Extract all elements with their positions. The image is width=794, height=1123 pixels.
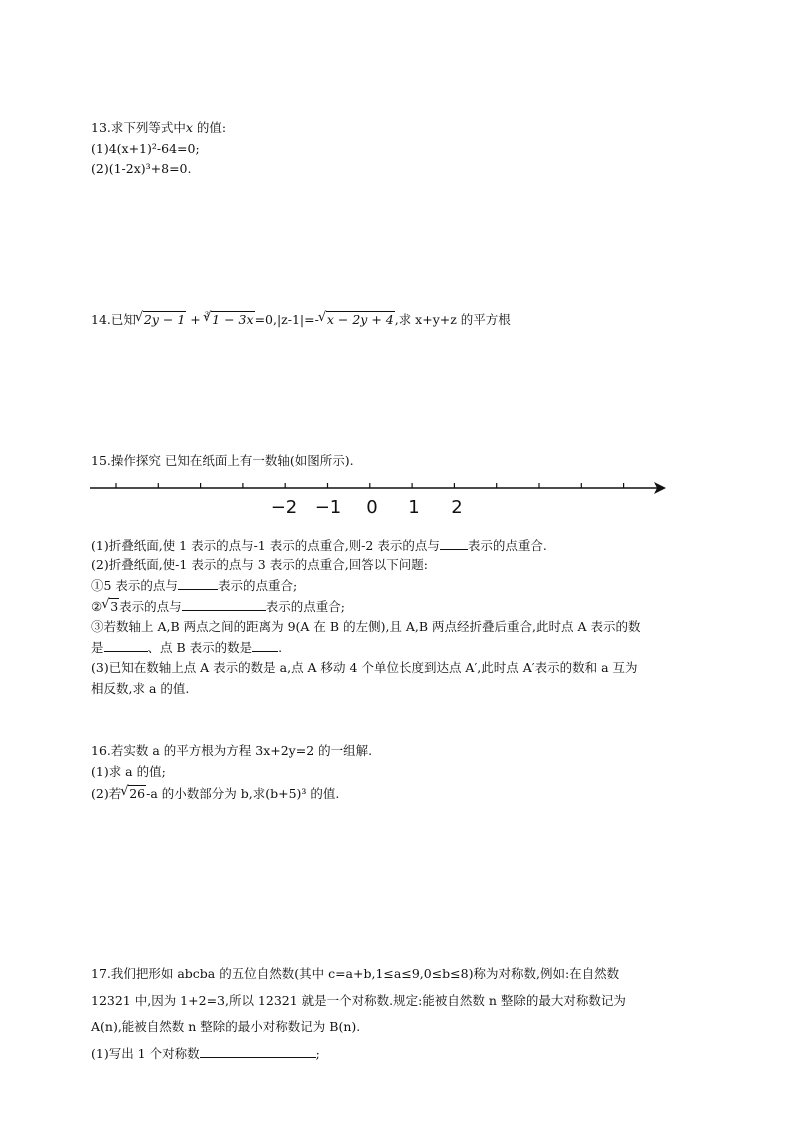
tick-label: 0 <box>366 497 378 518</box>
q16-title: 16.若实数 a 的平方根为方程 3x+2y=2 的一组解. <box>91 743 373 758</box>
q15-sub3-cont: 是 、点 B 表示的数是 . <box>91 640 283 655</box>
q13-part1: (1)4(x+1)²-64=0; <box>91 141 200 156</box>
tick-label: −1 <box>314 497 342 518</box>
answer-blank <box>178 577 218 590</box>
q13-title: 13.求下列等式中x 的值: <box>91 120 227 135</box>
tick-label: 2 <box>451 497 463 518</box>
q15-sub2: ②√ 3表示的点与 表示的点重合; <box>91 598 345 615</box>
sqrt-x-2y-4: √ x − 2y + 4 <box>319 312 395 328</box>
q17-part1: (1)写出 1 个对称数 ; <box>91 1046 320 1061</box>
q17-line2: 12321 中,因为 1+2=3,所以 12321 就是一个对称数.规定:能被自然数 n 整除的最大对称数记为 <box>91 993 626 1008</box>
number-line <box>88 478 670 522</box>
q15-sub3: ③若数轴上 A,B 两点之间的距离为 9(A 在 B 的左侧),且 A,B 两点经折叠后重合,此时点 A 表示的数 <box>91 619 641 634</box>
sqrt-2y-1: √ 2y − 1 <box>136 312 186 328</box>
q15-part1: (1)折叠纸面,使 1 表示的点与-1 表示的点重合,则-2 表示的点与 表示的点重合. <box>91 538 547 553</box>
cbrt-1-3x: √ 1 − 3x <box>204 312 254 328</box>
answer-blank <box>200 1045 316 1058</box>
tick-label: −2 <box>270 497 298 518</box>
answer-blank <box>104 639 148 652</box>
q15-part3: (3)已知在数轴上点 A 表示的数是 a,点 A 移动 4 个单位长度到达点 A′,此时点 A′表示的数和 a 互为 <box>91 660 638 675</box>
answer-blank <box>182 598 266 611</box>
q15-sub1: ①5 表示的点与 表示的点重合; <box>91 578 298 593</box>
q14-statement: 14.已知√ 2y − 1 + $^3$√ 1 − 3x=0,|z-1|=-√ x − 2y + 4,求 x+y+z 的平方根 <box>91 307 511 328</box>
q17-line1: 17.我们把形如 abcba 的五位自然数(其中 c=a+b,1≤a≤9,0≤b≤8)称为对称数,例如:在自然数 <box>91 966 620 981</box>
q15-part2: (2)折叠纸面,使-1 表示的点与 3 表示的点重合,回答以下问题: <box>91 557 428 572</box>
answer-blank <box>252 639 278 652</box>
q16-part1: (1)求 a 的值; <box>91 764 166 779</box>
sqrt-26: √ 26 <box>121 786 146 802</box>
q15-title: 15.操作探究 已知在纸面上有一数轴(如图所示). <box>91 453 354 468</box>
tick-label: 1 <box>408 497 420 518</box>
sqrt-3: √ 3 <box>102 599 119 615</box>
q15-part3-cont: 相反数,求 a 的值. <box>91 681 190 696</box>
q17-line3: A(n),能被自然数 n 整除的最小对称数记为 B(n). <box>91 1019 361 1034</box>
q13-part2: (2)(1-2x)³+8=0. <box>91 161 192 176</box>
answer-blank <box>440 537 468 550</box>
q16-part2: (2)若√ 26-a 的小数部分为 b,求(b+5)³ 的值. <box>91 786 339 802</box>
